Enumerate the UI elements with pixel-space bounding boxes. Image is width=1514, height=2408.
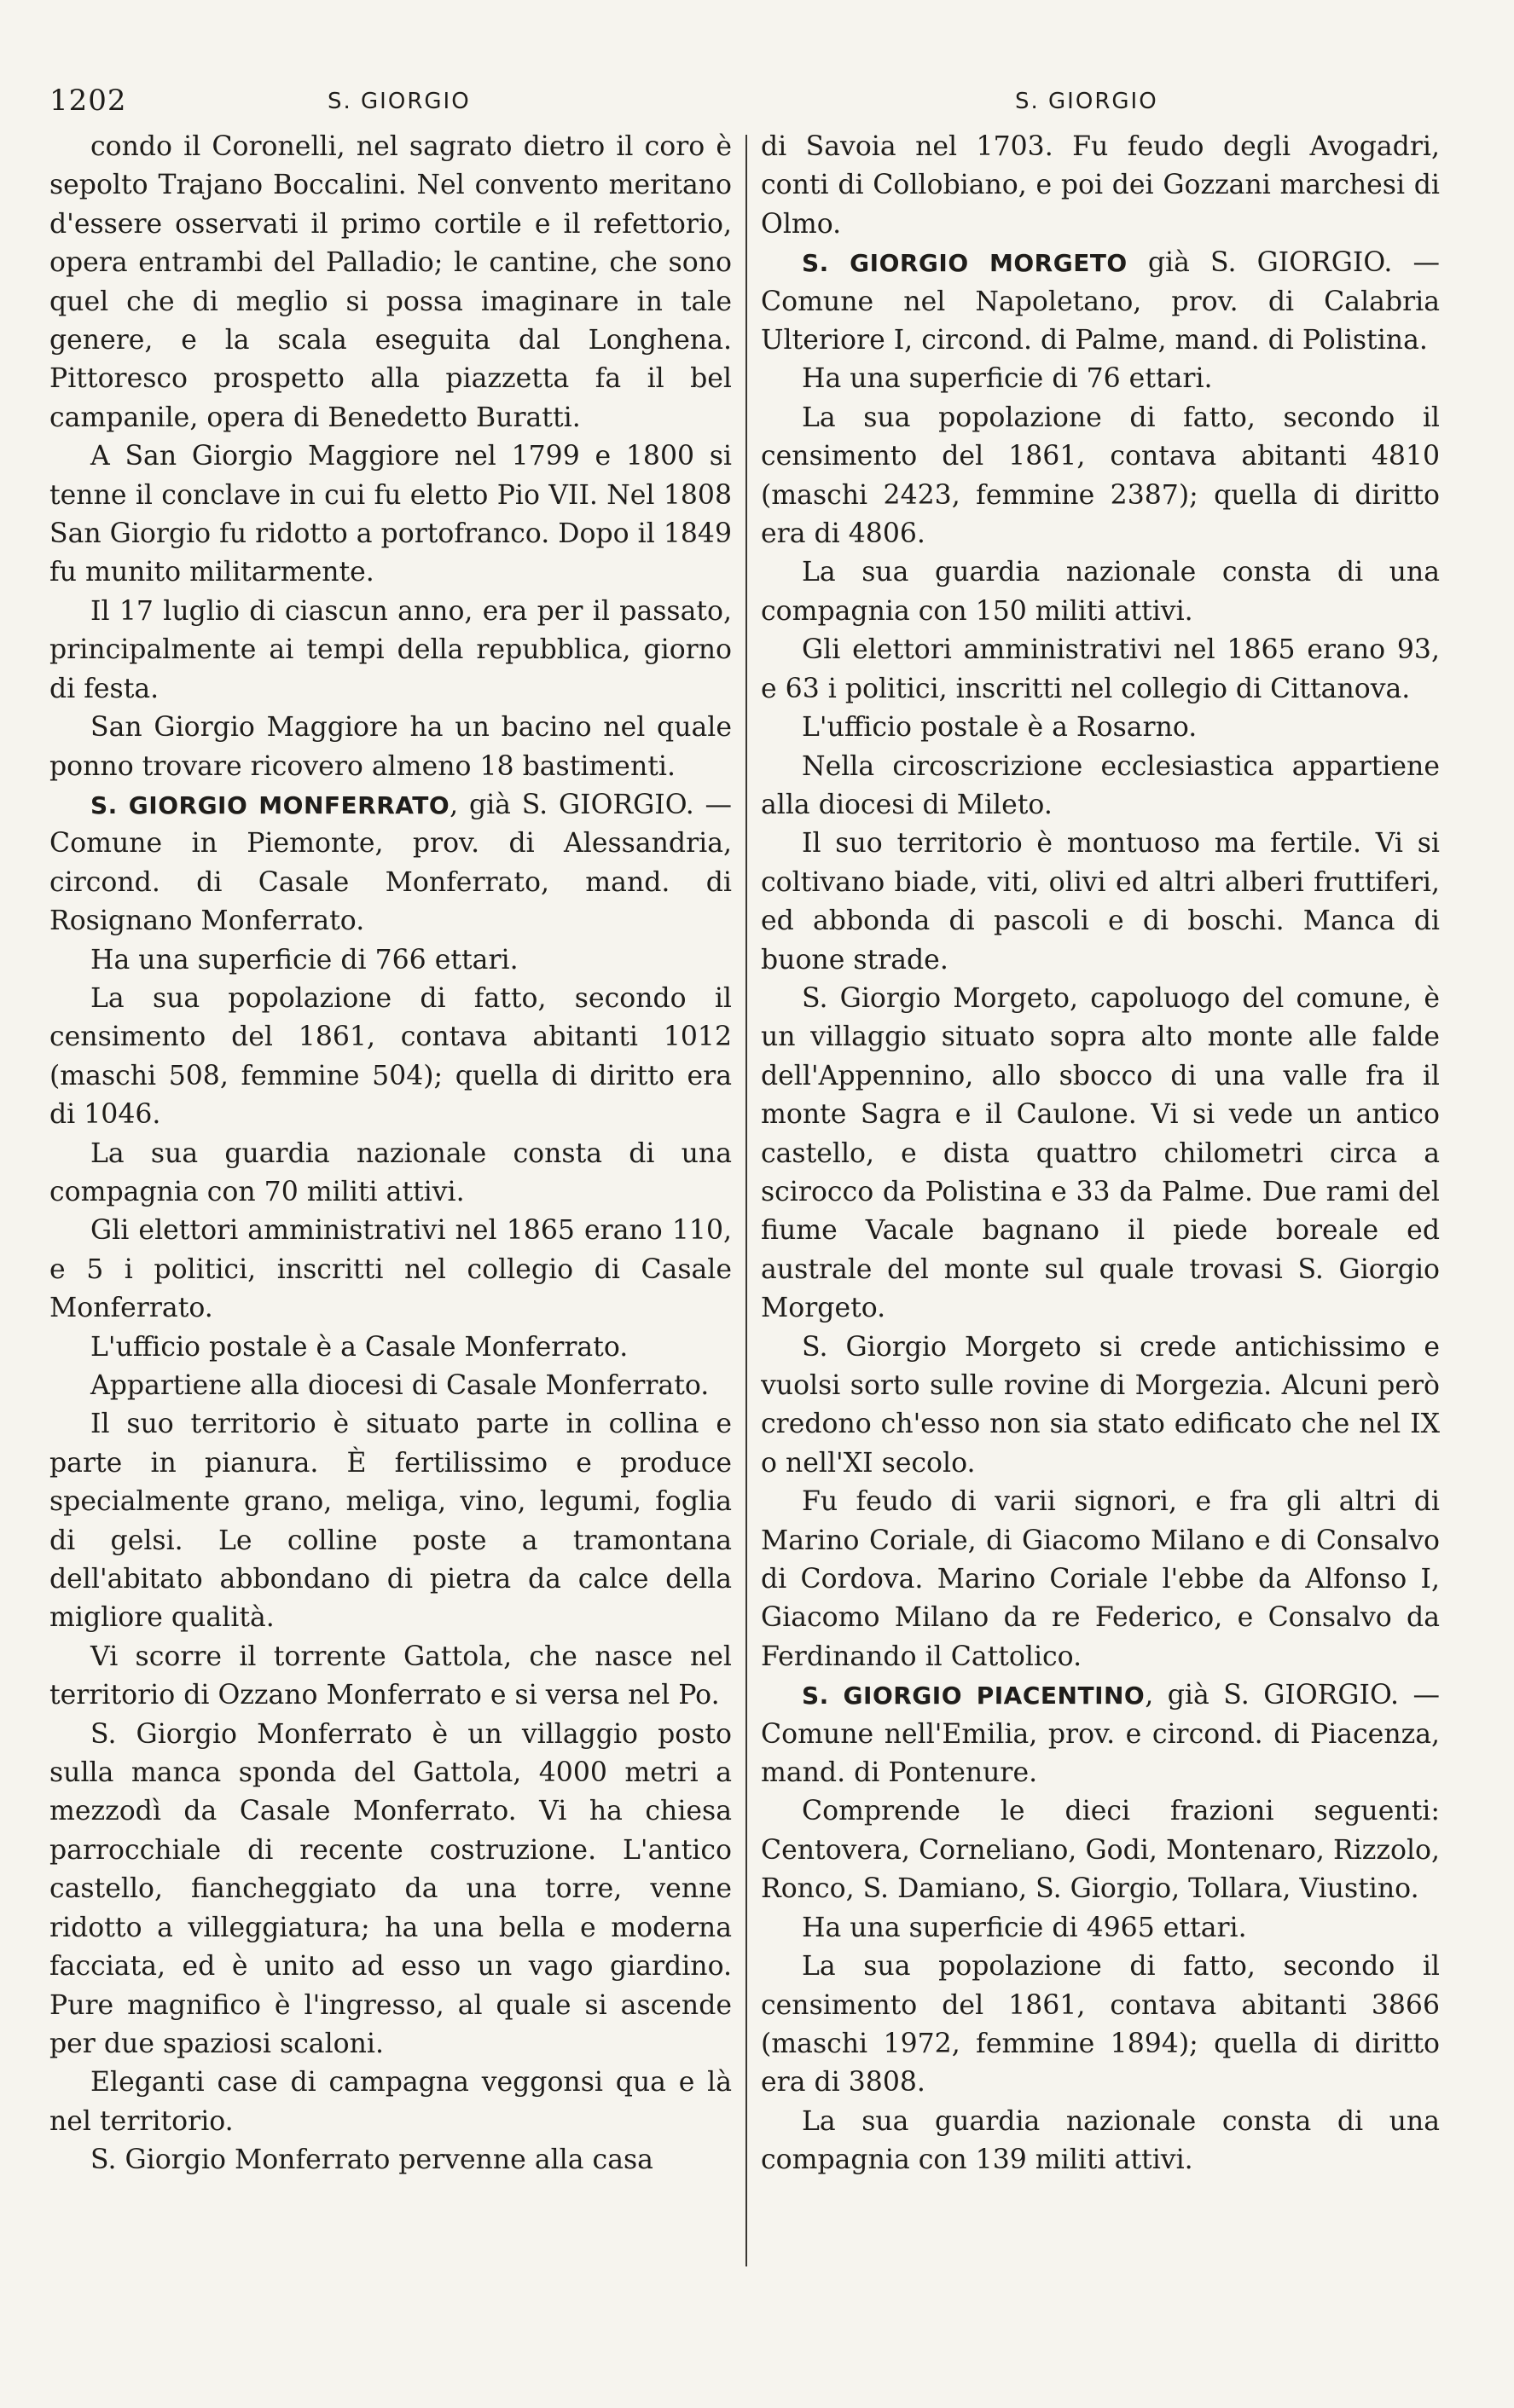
- paragraph-text: La sua popolazione di fatto, secondo il censimento del 1861, contava abitanti 3866 (maschi 1972, femmine 1894); quella di diritto era di 3808.: [761, 1951, 1440, 2098]
- paragraph: [761, 825, 1440, 980]
- paragraph-text: S. Giorgio Monferrato è un villaggio posto sulla manca sponda del Gattola, 4000 metri a mezzodì da Casale Monferrato. Vi ha chiesa parrocchiale di recente costruzione. L'antico castello, fiancheggiato da una torre, venne ridotto a villeggiatura; ha una bella e moderna facciata, ed è unito ad esso un vago giardino. Pure magnifico è l'ingresso, al quale si ascende per due spaziosi scaloni.: [49, 1718, 732, 2059]
- running-head-left: S. GIORGIO: [328, 89, 471, 114]
- paragraph: [761, 1792, 1440, 1908]
- paragraph-text: , già S. GIORGIO. — Comune in Piemonte, prov. di Alessandria, circond. di Casale Monferrato, mand. di Rosignano Monferrato.: [49, 789, 732, 937]
- paragraph: [761, 1483, 1440, 1676]
- paragraph: [761, 709, 1440, 747]
- paragraph: [761, 980, 1440, 1328]
- paragraph: [49, 1716, 732, 2064]
- paragraph: [761, 360, 1440, 398]
- paragraph-text: Il suo territorio è situato parte in collina e parte in pianura. È fertilissimo e produce specialmente grano, meliga, vino, legumi, foglia di gelsi. Le colline poste a tramontana dell'abitato abbondano di pietra da calce della migliore qualità.: [49, 1409, 732, 1634]
- paragraph-text: Eleganti case di campagna veggonsi qua e là nel territorio.: [49, 2067, 732, 2137]
- paragraph-text: La sua guardia nazionale consta di una compagnia con 150 militi attivi.: [761, 557, 1440, 627]
- paragraph-text: Il 17 luglio di ciascun anno, era per il passato, principalmente ai tempi della repubblica, giorno di festa.: [49, 595, 732, 704]
- paragraph: [761, 128, 1440, 244]
- right-column: [761, 128, 1440, 2285]
- paragraph: [49, 1367, 732, 1405]
- paragraph: [49, 1135, 732, 1213]
- paragraph: [49, 1328, 732, 1367]
- paragraph: [49, 2141, 732, 2179]
- paragraph-text: S. Giorgio Morgeto, capoluogo del comune, è un villaggio situato sopra alto monte alle falde dell'Appennino, allo sbocco di una valle fra il monte Sagra e il Caulone. Vi si vede un antico castello, e dista quattro chilometri circa a scirocco da Polistina e 33 da Palme. Due rami del fiume Vacale bagnano il piede boreale ed australe del monte sul quale trovasi S. Giorgio Morgeto.: [761, 982, 1440, 1324]
- paragraph-text: Ha una superficie di 76 ettari.: [802, 363, 1213, 395]
- entry-heading: S. GIORGIO MONFERRATO: [90, 790, 450, 819]
- paragraph-text: S. Giorgio Monferrato pervenne alla casa: [90, 2145, 653, 2176]
- paragraph-text: La sua popolazione di fatto, secondo il censimento del 1861, contava abitanti 1012 (maschi 508, femmine 504); quella di diritto era di 1046.: [49, 982, 732, 1131]
- left-column: [49, 128, 732, 2285]
- entry-paragraph: [761, 1676, 1440, 1792]
- paragraph-text: A San Giorgio Maggiore nel 1799 e 1800 si tenne il conclave in cui fu eletto Pio VII. Nel 1808 San Giorgio fu ridotto a portofranco. Dopo il 1849 fu munito militarmente.: [49, 441, 732, 588]
- paragraph-text: L'ufficio postale è a Rosarno.: [802, 712, 1198, 744]
- running-head-right: S. GIORGIO: [1015, 89, 1158, 114]
- paragraph-text: Vi scorre il torrente Gattola, che nasce nel territorio di Ozzano Monferrato e si versa nel Po.: [49, 1641, 732, 1711]
- paragraph: [49, 1405, 732, 1637]
- paragraph: [761, 553, 1440, 631]
- paragraph: [49, 941, 732, 980]
- paragraph: [49, 980, 732, 1135]
- paragraph-text: Gli elettori amministrativi nel 1865 erano 110, e 5 i politici, inscritti nel collegio di Casale Monferrato.: [49, 1215, 732, 1324]
- paragraph: [761, 748, 1440, 825]
- paragraph: [49, 128, 732, 437]
- page-number: 1202: [49, 84, 127, 118]
- paragraph-text: Ha una superficie di 4965 ettari.: [802, 1912, 1247, 1943]
- paragraph-text: La sua guardia nazionale consta di una compagnia con 139 militi attivi.: [761, 2105, 1440, 2176]
- entry-paragraph: [49, 786, 732, 941]
- paragraph-text: Gli elettori amministrativi nel 1865 erano 93, e 63 i politici, inscritti nel collegio di Cittanova.: [761, 634, 1440, 704]
- paragraph-text: di Savoia nel 1703. Fu feudo degli Avogadri, conti di Collobiano, e poi dei Gozzani marchesi di Olmo.: [761, 131, 1440, 240]
- paragraph-text: Fu feudo di varii signori, e fra gli altri di Marino Coriale, di Giacomo Milano e di Consalvo di Cordova. Marino Coriale l'ebbe da Alfonso I, Giacomo Milano da re Federico, e Consalvo da Ferdinando il Cattolico.: [761, 1486, 1440, 1672]
- paragraph-text: L'ufficio postale è a Casale Monferrato.: [90, 1331, 629, 1363]
- paragraph: [49, 593, 732, 709]
- paragraph: [761, 2103, 1440, 2180]
- paragraph: [761, 1909, 1440, 1948]
- paragraph: [49, 2064, 732, 2141]
- paragraph-text: S. Giorgio Morgeto si crede antichissimo e vuolsi sorto sulle rovine di Morgezia. Alcuni però credono ch'esso non sia stato edificato che nel IX o nell'XI secolo.: [761, 1331, 1440, 1479]
- paragraph-text: Ha una superficie di 766 ettari.: [90, 944, 519, 975]
- paragraph-text: Nella circoscrizione ecclesiastica appartiene alla diocesi di Mileto.: [761, 750, 1440, 820]
- paragraph: [49, 709, 732, 786]
- entry-heading: S. GIORGIO PIACENTINO: [802, 1682, 1146, 1710]
- paragraph: [761, 631, 1440, 709]
- paragraph: [761, 1328, 1440, 1484]
- page-header: [0, 84, 1514, 124]
- paragraph: [49, 1212, 732, 1328]
- paragraph: [761, 399, 1440, 554]
- paragraph-text: Il suo territorio è montuoso ma fertile. Vi si coltivano biade, viti, olivi ed altri alberi fruttiferi, ed abbonda di pascoli e di boschi. Manca di buone strade.: [761, 828, 1440, 975]
- entry-paragraph: [761, 244, 1440, 360]
- paragraph: [49, 1638, 732, 1716]
- paragraph: [49, 437, 732, 593]
- paragraph-text: condo il Coronelli, nel sagrato dietro il coro è sepolto Trajano Boccalini. Nel convento meritano d'essere osservati il primo cortile e il refettorio, opera entrambi del Palladio; le cantine, che sono quel che di meglio si possa imaginare in tale genere, e la scala eseguita dal Longhena. Pittoresco prospetto alla piazzetta fa il bel campanile, opera di Benedetto Buratti.: [49, 131, 732, 433]
- paragraph-text: Appartiene alla diocesi di Casale Monferrato.: [90, 1370, 710, 1401]
- paragraph-text: già S. GIORGIO. — Comune nel Napoletano, prov. di Calabria Ulteriore I, circond. di Palme, mand. di Polistina.: [761, 247, 1440, 356]
- paragraph-text: La sua guardia nazionale consta di una compagnia con 70 militi attivi.: [49, 1137, 732, 1207]
- column-divider: [745, 135, 747, 2266]
- paragraph-text: , già S. GIORGIO. — Comune nell'Emilia, prov. e circond. di Piacenza, mand. di Pontenure.: [761, 1680, 1440, 1789]
- paragraph-text: San Giorgio Maggiore ha un bacino nel quale ponno trovare ricovero almeno 18 bastimenti.: [49, 712, 732, 782]
- entry-heading: S. GIORGIO MORGETO: [802, 249, 1128, 278]
- paragraph-text: La sua popolazione di fatto, secondo il censimento del 1861, contava abitanti 4810 (maschi 2423, femmine 2387); quella di diritto era di 4806.: [761, 402, 1440, 550]
- paragraph: [761, 1948, 1440, 2103]
- paragraph-text: Comprende le dieci frazioni seguenti: Centovera, Corneliano, Godi, Montenaro, Rizzolo, Ronco, S. Damiano, S. Giorgio, Tollara, Viustino.: [761, 1796, 1440, 1905]
